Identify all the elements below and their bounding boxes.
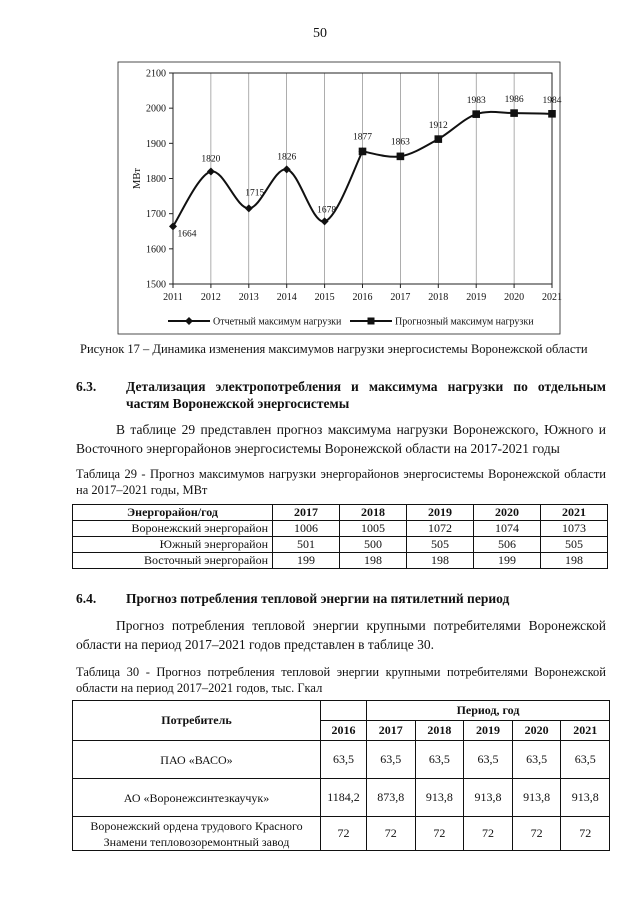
data-label: 1863: [390, 137, 410, 148]
header-cell: 2017: [273, 505, 340, 521]
header-period: Период, год: [367, 701, 610, 721]
table-row: [73, 817, 610, 851]
header-year: 2020: [512, 721, 561, 741]
table-cell: 72: [464, 817, 513, 851]
table-cell: 72: [512, 817, 561, 851]
data-point-diamond: [245, 204, 253, 212]
y-tick-label: 1600: [146, 244, 166, 256]
x-tick-label: 2017: [390, 292, 411, 303]
header-year: 2017: [367, 721, 416, 741]
data-label: 1826: [277, 152, 297, 163]
data-label: 1715: [245, 188, 265, 199]
table-cell: 1006: [273, 521, 340, 537]
table-cell: 913,8: [464, 779, 513, 817]
consumer-name: АО «Воронежсинтезкаучук»: [73, 779, 321, 817]
data-point-square: [548, 110, 556, 118]
table-header-row: [73, 505, 608, 521]
header-year: 2018: [415, 721, 464, 741]
table-cell: 1073: [541, 521, 608, 537]
table-cell: 1184,2: [321, 779, 367, 817]
table-cell: 1005: [340, 521, 407, 537]
table-cell: 63,5: [561, 741, 610, 779]
header-year: 2016: [321, 721, 367, 741]
x-tick-label: 2016: [352, 292, 373, 303]
x-tick-label: 2018: [428, 292, 449, 303]
table-cell: 199: [273, 553, 340, 569]
legend-forecast-marker: [368, 318, 375, 325]
y-tick-label: 1900: [146, 138, 166, 150]
header-empty: [321, 701, 367, 721]
table-29-caption: Таблица 29 - Прогноз максимумов нагрузки энергорайонов энергосистемы Воронежской области на 2017–2021 годы, МВт: [76, 467, 606, 497]
table-cell: 198: [407, 553, 474, 569]
table-cell: 72: [367, 817, 416, 851]
y-tick-label: 1700: [146, 209, 166, 221]
table-cell: 1074: [474, 521, 541, 537]
series-forecast-line: [363, 112, 553, 157]
table-cell: 72: [415, 817, 464, 851]
section-6-4-paragraph: Прогноз потребления тепловой энергии крупными потребителями Воронежской области на период 2017–2021 годов представлен в таблице 30.: [76, 618, 606, 652]
y-tick-label: 2000: [146, 103, 166, 115]
table-cell: 63,5: [512, 741, 561, 779]
data-label: 1664: [177, 229, 197, 240]
section-number: 6.4.: [76, 591, 97, 606]
table-row: [73, 779, 610, 817]
chart-frame: [118, 62, 560, 334]
x-tick-label: 2021: [542, 292, 562, 303]
table-cell: 1072: [407, 521, 474, 537]
header-cell: 2018: [340, 505, 407, 521]
table-cell: 505: [541, 537, 608, 553]
header-year: 2021: [561, 721, 610, 741]
y-axis-label: МВт: [132, 168, 143, 189]
data-label: 1983: [466, 96, 486, 107]
table-cell: 913,8: [512, 779, 561, 817]
header-cell: 2019: [407, 505, 474, 521]
x-tick-label: 2012: [200, 292, 221, 303]
table-cell: 913,8: [561, 779, 610, 817]
y-tick-label: 2100: [146, 68, 166, 80]
data-point-square: [472, 110, 480, 118]
data-label: 1678: [317, 205, 337, 216]
header-cell: 2021: [541, 505, 608, 521]
data-point-square: [359, 148, 367, 156]
header-cell: Энергорайон/год: [73, 505, 273, 521]
data-label: 1984: [542, 95, 562, 106]
data-point-diamond: [321, 217, 329, 225]
table-29: [72, 504, 608, 569]
table-30: [72, 700, 610, 851]
x-tick-label: 2014: [276, 292, 297, 303]
table-row: [73, 521, 608, 537]
table-cell: 506: [474, 537, 541, 553]
table-cell: 199: [474, 553, 541, 569]
legend-actual-marker: [185, 317, 193, 325]
data-point-square: [435, 135, 443, 143]
table-cell: 63,5: [367, 741, 416, 779]
x-tick-label: 2011: [163, 292, 183, 303]
page-number: 50: [313, 26, 327, 41]
section-6-3-paragraph: В таблице 29 представлен прогноз максимума нагрузки Воронежского, Южного и Восточного энергорайонов энергосистемы Воронежской области на 2017-2021 годы: [76, 422, 606, 456]
x-tick-label: 2013: [238, 292, 259, 303]
data-label: 1986: [504, 95, 524, 106]
table-cell: 63,5: [464, 741, 513, 779]
table-row: [73, 553, 608, 569]
table-header-row: [73, 701, 610, 721]
data-point-diamond: [207, 167, 215, 175]
table-cell: 198: [340, 553, 407, 569]
table-cell: 198: [541, 553, 608, 569]
header-consumer: Потребитель: [73, 701, 321, 741]
table-cell: 501: [273, 537, 340, 553]
data-label: 1877: [353, 132, 372, 143]
x-tick-label: 2015: [314, 292, 335, 303]
consumer-name: ПАО «ВАСО»: [73, 741, 321, 779]
data-label: 1820: [201, 154, 221, 165]
row-name: Воронежский энергорайон: [73, 521, 273, 537]
section-number: 6.3.: [76, 379, 97, 394]
data-label: 1912: [428, 121, 448, 132]
section-6-3-heading: [76, 378, 606, 412]
table-row: [73, 741, 610, 779]
consumer-name: Воронежский ордена трудового Красного Знамени тепловозоремонтный завод: [73, 817, 321, 851]
row-name: Восточный энергорайон: [73, 553, 273, 569]
table-cell: 505: [407, 537, 474, 553]
y-tick-label: 1500: [146, 279, 166, 291]
table-cell: 500: [340, 537, 407, 553]
row-name: Южный энергорайон: [73, 537, 273, 553]
data-point-diamond: [283, 165, 291, 173]
x-tick-label: 2020: [504, 292, 525, 303]
table-30-caption: Таблица 30 - Прогноз потребления тепловой энергии крупными потребителями Воронежской области на период 2017–2021 годов, тыс. Гкал: [76, 665, 606, 695]
section-title: Детализация электропотребления и максимума нагрузки по отдельным частям Воронежской энергосистемы: [126, 379, 606, 411]
table-cell: 63,5: [321, 741, 367, 779]
section-title: Прогноз потребления тепловой энергии на пятилетний период: [126, 591, 510, 606]
load-maximum-chart: [0, 0, 640, 340]
table-cell: 72: [321, 817, 367, 851]
data-point-square: [397, 153, 405, 161]
data-point-square: [510, 109, 518, 117]
section-6-4-heading: [76, 590, 606, 608]
header-year: 2019: [464, 721, 513, 741]
table-cell: 63,5: [415, 741, 464, 779]
legend-actual-label: Отчетный максимум нагрузки: [213, 316, 342, 328]
table-row: [73, 537, 608, 553]
figure-caption: Рисунок 17 – Динамика изменения максимумов нагрузки энергосистемы Воронежской области: [80, 342, 588, 356]
x-tick-label: 2019: [466, 292, 487, 303]
legend-forecast-label: Прогнозный максимум нагрузки: [395, 316, 534, 328]
header-cell: 2020: [474, 505, 541, 521]
y-tick-label: 1800: [146, 174, 166, 185]
table-cell: 72: [561, 817, 610, 851]
table-cell: 873,8: [367, 779, 416, 817]
table-cell: 913,8: [415, 779, 464, 817]
